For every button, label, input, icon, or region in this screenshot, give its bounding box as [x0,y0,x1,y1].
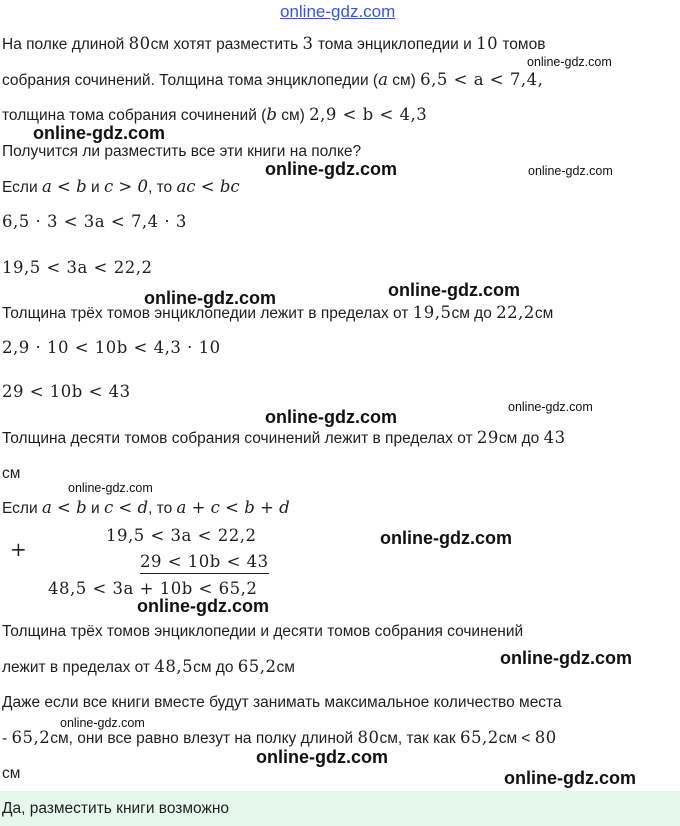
watermark: online-gdz.com [265,407,397,427]
text-conclusion-3: см [2,765,21,782]
watermark: online-gdz.com [388,280,520,300]
sum-line-1: 19,5 < 3a < 22,2 [106,526,257,545]
watermark-link[interactable]: online-gdz.com [280,2,396,21]
text-total-2: лежит в пределах от 48,5см до 65,2см [2,657,295,676]
watermark: online-gdz.com [144,288,276,308]
sum-line-2: 29 < 10b < 43 [140,551,269,574]
problem-line-3: толщина тома собрания сочинений (b см) 2,9 < b < 4,3 [2,105,428,124]
watermark: online-gdz.com [256,747,388,767]
watermark: online-gdz.com [33,123,165,143]
watermark: online-gdz.com [68,481,153,495]
equation-1: 6,5 · 3 < 3a < 7,4 · 3 [2,212,187,231]
watermark: online-gdz.com [528,164,613,178]
equation-3: 2,9 · 10 < 10b < 4,3 · 10 [2,338,221,357]
problem-line-2: собрания сочинений. Толщина тома энциклопедии (a см) 6,5 < a < 7,4, [2,70,544,89]
rule-add: Если a < b и c < d, то a + c < b + d [2,498,290,517]
watermark: online-gdz.com [60,716,145,730]
equation-4: 29 < 10b < 43 [2,382,131,401]
text-conclusion-1: Даже если все книги вместе будут занимать максимальное количество места [2,694,562,711]
watermark: online-gdz.com [508,400,593,414]
sum-result: 48,5 < 3a + 10b < 65,2 [48,579,258,598]
text-total-1: Толщина трёх томов энциклопедии и десяти томов собрания сочинений [2,623,524,640]
text-encyclopedia-range: Толщина трёх томов энциклопедии лежит в пределах от 19,5см до 22,2см [2,303,554,322]
watermark: online-gdz.com [527,55,612,69]
plus-sign: + [10,537,28,561]
text-collection-range: Толщина десяти томов собрания сочинений лежит в пределах от 29см до 43 [2,428,566,447]
equation-2: 19,5 < 3a < 22,2 [2,258,153,277]
watermark: online-gdz.com [265,159,397,179]
text-conclusion-2: - 65,2см, они все равно влезут на полку длиной 80см, так как 65,2см < 80 [2,728,557,747]
text-collection-range-unit: см [2,465,21,482]
watermark: online-gdz.com [500,648,632,668]
problem-line-1: На полке длиной 80см хотят разместить 3 тома энциклопедии и 10 томов [2,34,546,53]
rule-multiply: Если a < b и c > 0, то ac < bc [2,177,240,196]
watermark: online-gdz.com [504,768,636,788]
watermark: online-gdz.com [380,528,512,548]
answer-banner: Да, разместить книги возможно [0,791,680,826]
watermark: online-gdz.com [137,596,269,616]
problem-question: Получится ли разместить все эти книги на полке? [2,143,362,160]
